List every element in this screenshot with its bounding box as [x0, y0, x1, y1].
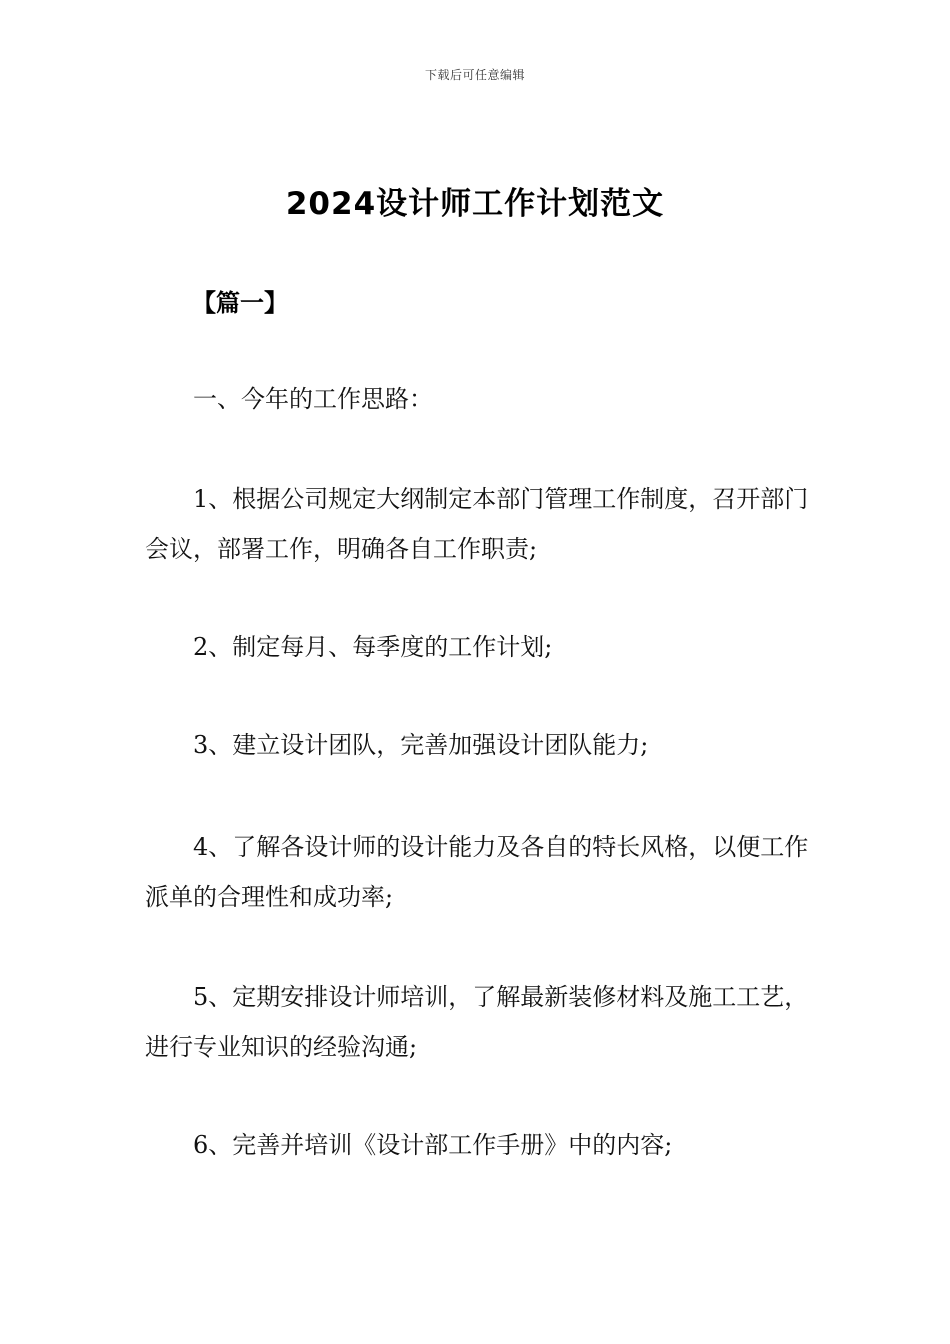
- plan-item-2: 2、制定每月、每季度的工作计划;: [193, 633, 553, 661]
- plan-item-6: 6、完善并培训《设计部工作手册》中的内容;: [193, 1131, 673, 1159]
- page-header-note: 下载后可任意编辑: [424, 68, 525, 82]
- plan-item-3: 3、建立设计团队，完善加强设计团队能力;: [193, 731, 649, 759]
- section-heading: 一、今年的工作思路：: [193, 385, 433, 413]
- document-title: 2024设计师工作计划范文: [285, 186, 665, 222]
- plan-item-1: 1、根据公司规定大纲制定本部门管理工作制度，召开部门会议，部署工作，明确各自工作职责;: [145, 485, 809, 563]
- plan-item-5: 5、定期安排设计师培训，了解最新装修材料及施工工艺，进行专业知识的经验沟通;: [145, 983, 809, 1061]
- plan-item-4: 4、了解各设计师的设计能力及各自的特长风格，以便工作派单的合理性和成功率;: [145, 833, 809, 911]
- section-label: 【篇一】: [192, 289, 288, 317]
